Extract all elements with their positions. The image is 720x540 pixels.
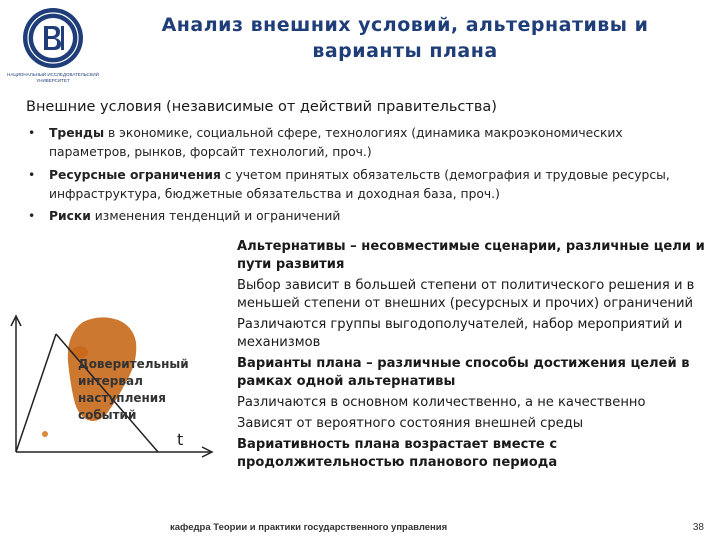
bullet-term: Риски [49,209,91,223]
plan-variants-dependency: Зависят от вероятного состояния внешней среды [237,416,584,431]
time-axis-label: t [177,430,184,449]
bullet-text: с учетом принятых обязательств (демография и трудовые ресурсы, инфраструктура, бюджетные обязательства и доходная база, проч.) [49,167,670,201]
bullet-item-trends [26,124,706,162]
bullet-dot: • [28,209,36,223]
alternatives-text [237,238,707,475]
logo-caption-line2: УНИВЕРСИТЕТ [36,78,70,83]
section-heading: Внешние условия (независимые от действий правительства) [26,99,497,115]
bullet-text: в экономике, социальной сфере, технологиях (динамика макроэкономических параметров, рынков, форсайт технологий, проч.) [49,126,623,159]
confidence-interval-label: Доверительный интервал наступления событий [78,357,189,422]
page-number: 38 [692,522,704,533]
alternatives-beneficiaries: Различаются группы выгодополучателей, набор мероприятий и механизмов [237,317,683,350]
bullet-term: Ресурсные ограничения [49,167,221,182]
alternatives-choice: Выбор зависит в большей степени от политического решения и в меньшей степени от внешних (ресурсных и прочих) ограничений [237,278,695,311]
logo-caption [6,72,100,84]
logo-caption-line1: НАЦИОНАЛЬНЫЙ ИССЛЕДОВАТЕЛЬСКИЙ [7,72,99,77]
triangle-left-edge [16,334,56,452]
footer-department: кафедра Теории и практики государственного управления [170,522,448,533]
page-title: Анализ внешних условий, альтернативы и варианты плана [161,14,649,62]
event-point [42,431,48,437]
bullet-item-risks [26,207,706,226]
alternatives-definition: Альтернативы – несовместимые сценарии, различные цели и пути развития [237,239,705,272]
bullet-term: Тренды [49,126,105,140]
bullet-text: изменения тенденций и ограничений [90,209,341,223]
bullet-list [26,124,706,230]
hse-emblem-icon [6,6,100,70]
plan-variants-difference: Различаются в основном количественно, а не качественно [237,395,646,410]
bullet-item-resources [26,166,706,204]
university-logo [6,6,100,84]
plan-variants-definition: Варианты плана – различные способы достижения целей в рамках одной альтернативы [237,356,690,389]
bullet-dot: • [28,167,36,182]
plan-variability: Вариативность плана возрастает вместе с продолжительностью планового периода [237,437,558,470]
bullet-dot: • [28,126,36,140]
